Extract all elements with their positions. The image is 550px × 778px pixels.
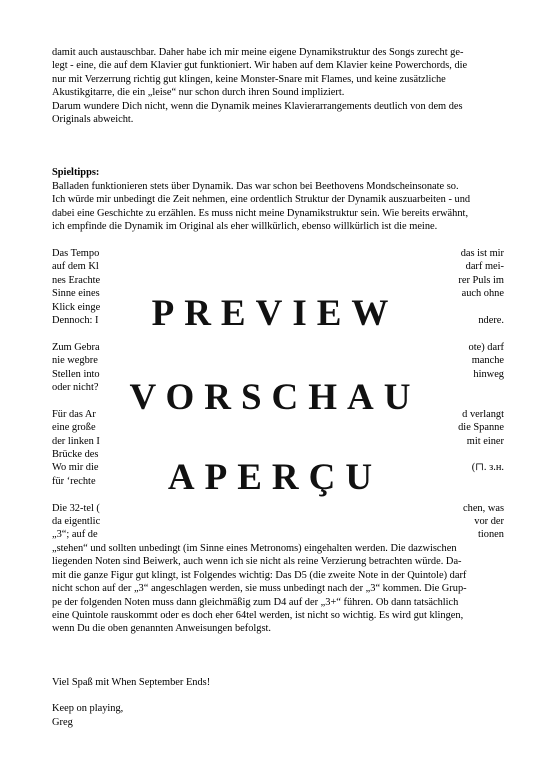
text-line: nicht schon auf der „3“ angeschlagen werden, sie muss unbedingt nach der „3“ kommen. Die Grup- <box>52 583 467 595</box>
text-fragment: Zum Gebra <box>52 341 100 353</box>
text-fragment: tionen <box>478 529 504 541</box>
signoff-line: Keep on playing, <box>52 703 124 715</box>
text-line: dabei eine Geschichte zu erzählen. Es muss nicht meine Dynamikstruktur sein. Wie bereits erwähnt, <box>52 207 469 219</box>
document-body-lower <box>52 542 504 729</box>
text-fragment: nes Erachte <box>52 274 101 286</box>
text-fragment: Brücke des <box>52 449 99 460</box>
text-line: Darum wundere Dich nicht, wenn die Dynamik meines Klavierarrangements deutlich von dem des <box>52 100 463 112</box>
text-fragment: Dennoch: I <box>52 315 99 326</box>
text-line: eine Quintole rauskommt oder es doch eher 64tel werden, ist nicht so wichtig. Es wird gut klingen, <box>52 610 464 622</box>
text-fragment: Sinne eines <box>52 288 100 300</box>
signature-name: Greg <box>52 716 73 728</box>
text-fragment: „3“; auf de <box>52 529 98 541</box>
text-line: Ich würde mir unbedingt die Zeit nehmen, eine ordentlich Struktur der Dynamik auszuarbeiten - und <box>52 194 471 206</box>
text-fragment: Die 32-tel ( <box>52 502 100 514</box>
text-fragment: der linken I <box>52 435 100 447</box>
text-fragment: vor der <box>474 516 504 527</box>
watermark-apercu: APERÇU <box>167 457 383 498</box>
text-fragment: ndere. <box>478 315 504 326</box>
rest-paragraph <box>52 542 504 636</box>
closing-line: Viel Spaß mit When September Ends! <box>52 676 211 688</box>
text-fragment: Für das Ar <box>52 408 96 420</box>
text-line: legt - eine, die auf dem Klavier gut funktioniert. Wir haben auf dem Klavier keine Powerchords, die <box>52 60 468 72</box>
text-fragment: die Spanne <box>458 422 504 434</box>
text-line: mit die ganze Figur gut klingt, ist Folgendes wichtig: Das D5 (die zweite Note in der Quintole) darf <box>52 569 467 581</box>
text-fragment: Klick einge <box>52 301 101 313</box>
text-fragment: (⊓. з.н. <box>471 462 504 474</box>
text-fragment: da eigentlic <box>52 516 101 527</box>
text-fragment: das ist mir <box>460 248 504 259</box>
section-heading: Spieltipps: <box>52 167 100 179</box>
text-line: pe der folgenden Noten muss dann gleichmäßig zum D4 auf der „3+“ führen. Ob dann tatsächlich <box>52 596 459 608</box>
text-fragment: hinweg <box>473 368 504 380</box>
intro-paragraph <box>52 46 504 126</box>
watermark-preview: PREVIEW <box>151 293 399 334</box>
text-fragment: d verlangt <box>462 408 504 420</box>
text-line: wenn Du die oben genannten Anweisungen befolgst. <box>52 623 272 635</box>
document-body <box>52 46 504 233</box>
text-fragment: Das Tempo <box>52 248 100 259</box>
text-line: liegenden Noten sind Beiwerk, auch wenn ich sie nicht als reine Verzierung betrachten würde. Da- <box>52 556 462 568</box>
text-line: „stehen“ und sollten unbedingt (im Sinne eines Metronoms) eingehalten werden. Die dazwischen <box>52 543 457 554</box>
text-line: nur mit Verzerrung richtig gut klingen, keine Monster-Snare mit Flames, und keine zusätzliche <box>52 73 446 85</box>
text-fragment: auch ohne <box>461 288 504 300</box>
text-fragment: Stellen into <box>52 368 100 380</box>
text-fragment: auf dem Kl <box>52 261 99 273</box>
text-fragment: manche <box>471 355 504 367</box>
text-fragment: darf mei- <box>465 261 504 273</box>
text-line: Balladen funktionieren stets über Dynamik. Das war schon bei Beethovens Mondscheinsonate so. <box>52 180 459 192</box>
watermark-vorschau: VORSCHAU <box>129 377 421 418</box>
text-fragment: ote) darf <box>468 341 504 353</box>
text-fragment: nie wegbre <box>52 355 98 367</box>
text-line: damit auch austauschbar. Daher habe ich mir meine eigene Dynamikstruktur des Songs zurecht ge- <box>52 47 464 58</box>
text-fragment: oder nicht? <box>52 382 99 393</box>
text-fragment: für ‘rechte <box>52 475 96 487</box>
text-fragment: rer Puls im <box>458 274 504 286</box>
text-line: Originals abweicht. <box>52 114 134 126</box>
text-line: Akustikgitarre, die ein „leise“ nur schon durch ihren Sound impliziert. <box>52 87 345 99</box>
text-fragment: chen, was <box>463 502 504 514</box>
text-fragment: Wo mir die <box>52 462 99 474</box>
text-fragment: eine große <box>52 422 96 434</box>
text-fragment: mit einer <box>466 435 504 447</box>
text-line: ich empfinde die Dynamik im Original als eher willkürlich, ebenso willkürlich ist die meine. <box>52 221 438 233</box>
tips-paragraph <box>52 180 504 234</box>
